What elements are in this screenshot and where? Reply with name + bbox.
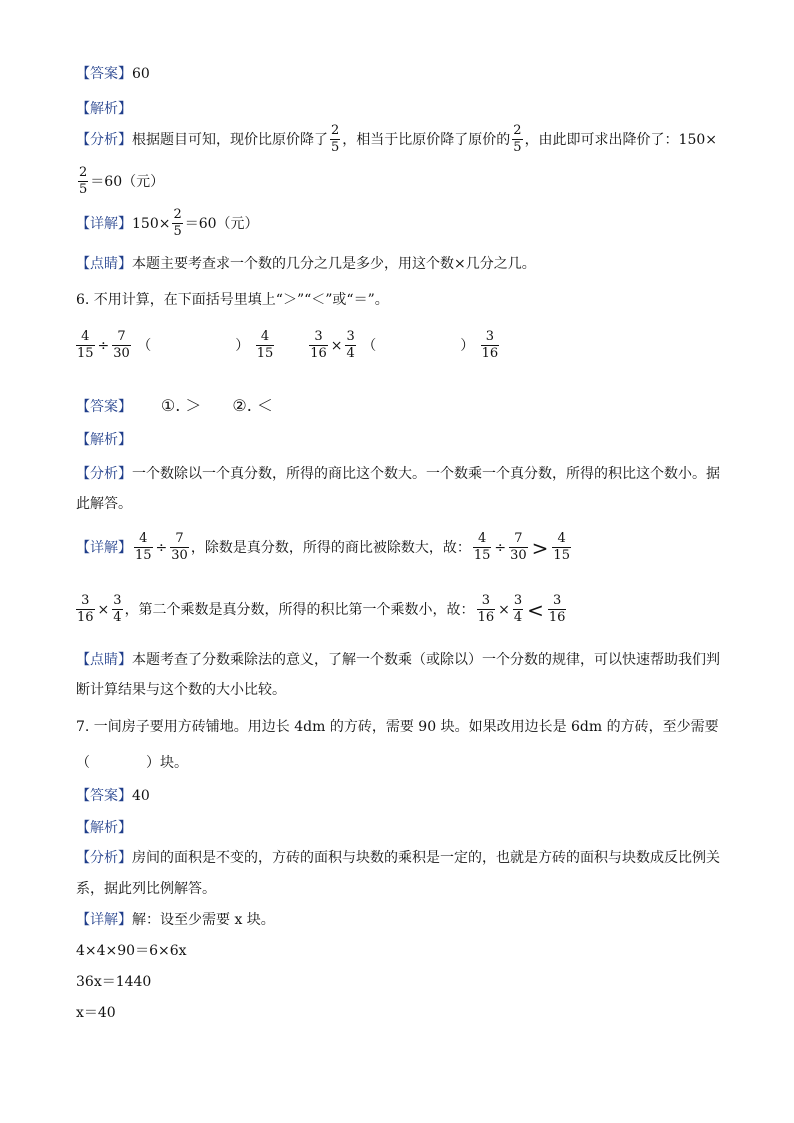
fraction-7-30: $\frac{7}{30}$ [510, 531, 527, 564]
q5-fenxi: 【分析】根据题目可知，现价比原价降了 $\frac{2}{5}$ ，相当于比原价降了原价的 $\frac{2}{5}$ ，由此即可求出降价了：150× [76, 123, 718, 156]
q7-question-cont [76, 755, 188, 772]
q6-question: 6. 不用计算，在下面括号里填上“＞”“＜”或“＝”。 [76, 292, 389, 308]
q7-fenxi-cont: 系，据此列比例解答。 [76, 881, 216, 897]
dianjing-label: 【点睛】 [76, 652, 132, 668]
fenxi-label: 【分析】 [76, 466, 132, 482]
fenxi-label: 【分析】 [76, 850, 132, 866]
q6-detail-1: 【详解】 $\frac{4}{15}$ ÷ $\frac{7}{30}$ ，除数是真分数，所得的商比被除数大，故： $\frac{4}{15}$ ÷ $\frac{7}{30}$ > $\frac{4}{15}$ [76, 531, 570, 564]
fraction-3-16: $\frac{3}{16}$ [310, 329, 327, 362]
fraction-3-16: $\frac{3}{16}$ [477, 593, 495, 626]
fraction-7-30: $\frac{7}{30}$ [113, 329, 130, 362]
fraction-7-30: $\frac{7}{30}$ [171, 531, 188, 564]
q6-analysis-heading: 【解析】 [76, 432, 132, 448]
fraction-3-16: $\frac{3}{16}$ [481, 329, 499, 362]
fraction-3-4: $\frac{3}{4}$ [113, 593, 122, 626]
xiangjie-label: 【详解】 [76, 215, 132, 232]
q7-question: 7. 一间房子要用方砖铺地。用边长 4dm 的方砖，需要 90 块。如果改用边长是 6dm 的方砖，至少需要 [76, 719, 719, 735]
answer-blank[interactable]: （ ） [137, 337, 250, 354]
fraction-4-15: $\frac{4}{15}$ [135, 531, 152, 564]
fraction-4-15: $\frac{4}{15}$ [77, 329, 94, 362]
fraction-4-15: $\frac{4}{15}$ [256, 329, 274, 362]
fraction-3-16: $\frac{3}{16}$ [77, 593, 94, 626]
less-than-sign: < [527, 597, 544, 622]
q6-answer: 【答案】 ①. ＞ ②. ＜ [76, 396, 273, 415]
fenxi-label: 【分析】 [76, 131, 132, 148]
q5-analysis-heading: 【解析】 [76, 101, 132, 117]
q7-equation-2: 36x＝1440 [76, 974, 152, 990]
q6-expressions: $\frac{4}{15}$ ÷ $\frac{7}{30}$ （ ） $\frac{4}{15}$ $\frac{3}{16}$ × $\frac{3}{4}$ （ ） $\frac{3}{16}$ [77, 329, 499, 362]
xiangjie-label: 【详解】 [76, 912, 132, 928]
q7-analysis-heading: 【解析】 [76, 820, 132, 836]
fraction-3-4: $\frac{3}{4}$ [346, 329, 355, 362]
q5-answer-value: 60 [132, 66, 150, 82]
fraction-2-5: $\frac{2}{5}$ [331, 123, 340, 156]
fraction-2-5: $\frac{2}{5}$ [79, 165, 88, 198]
q7-fenxi: 【分析】房间的面积是不变的，方砖的面积与块数的乘积是一定的，也就是方砖的面积与块数成反比例关 [76, 850, 720, 866]
fraction-4-15: $\frac{4}{15}$ [473, 531, 491, 564]
q7-detail: 【详解】解：设至少需要 x 块。 [76, 912, 275, 928]
answer-blank[interactable]: （ ） [362, 337, 475, 354]
answer-label: 【答案】 [76, 788, 132, 804]
fraction-4-15: $\frac{4}{15}$ [553, 531, 570, 564]
dianjing-label: 【点睛】 [76, 256, 132, 272]
q6-fenxi-cont: 此解答。 [76, 496, 132, 512]
q7-answer-value: 40 [132, 788, 150, 804]
greater-than-sign: > [531, 535, 549, 560]
fraction-3-16: $\frac{3}{16}$ [548, 593, 566, 626]
fraction-3-4: $\frac{3}{4}$ [513, 593, 523, 626]
q5-answer [76, 66, 150, 83]
answer-label: 【答案】 [76, 66, 132, 82]
q7-answer [76, 788, 150, 805]
q6-fenxi: 【分析】一个数除以一个真分数，所得的商比这个数大。一个数乘一个真分数，所得的积比这个数小。据 [76, 466, 720, 482]
fraction-2-5: $\frac{2}{5}$ [173, 207, 182, 240]
answer-label: 【答案】 [76, 399, 132, 415]
answer-blank[interactable]: （ ）块。 [76, 755, 188, 771]
q6-dianjing: 【点睛】本题考查了分数乘除法的意义，了解一个数乘（或除以）一个分数的规律，可以快速帮助我们判 [76, 652, 720, 668]
q6-dianjing-cont: 断计算结果与这个数的大小比较。 [76, 682, 286, 698]
xiangjie-label: 【详解】 [76, 539, 132, 556]
q6-detail-2: $\frac{3}{16}$ × $\frac{3}{4}$ ，第二个乘数是真分数，所得的积比第一个乘数小，故： $\frac{3}{16}$ × $\frac{3}{4}$ < $\frac{3}{16}$ [77, 593, 566, 626]
q5-dianjing: 【点睛】本题主要考查求一个数的几分之几是多少，用这个数×几分之几。 [76, 256, 536, 272]
q7-equation-1: 4×4×90＝6×6x [76, 943, 187, 959]
q5-fenxi-cont: $\frac{2}{5}$ ＝60（元） [79, 165, 165, 198]
fraction-2-5: $\frac{2}{5}$ [513, 123, 522, 156]
q5-detail: 【详解】150× $\frac{2}{5}$ ＝60（元） [76, 207, 259, 240]
q7-equation-3: x＝40 [76, 1005, 116, 1021]
